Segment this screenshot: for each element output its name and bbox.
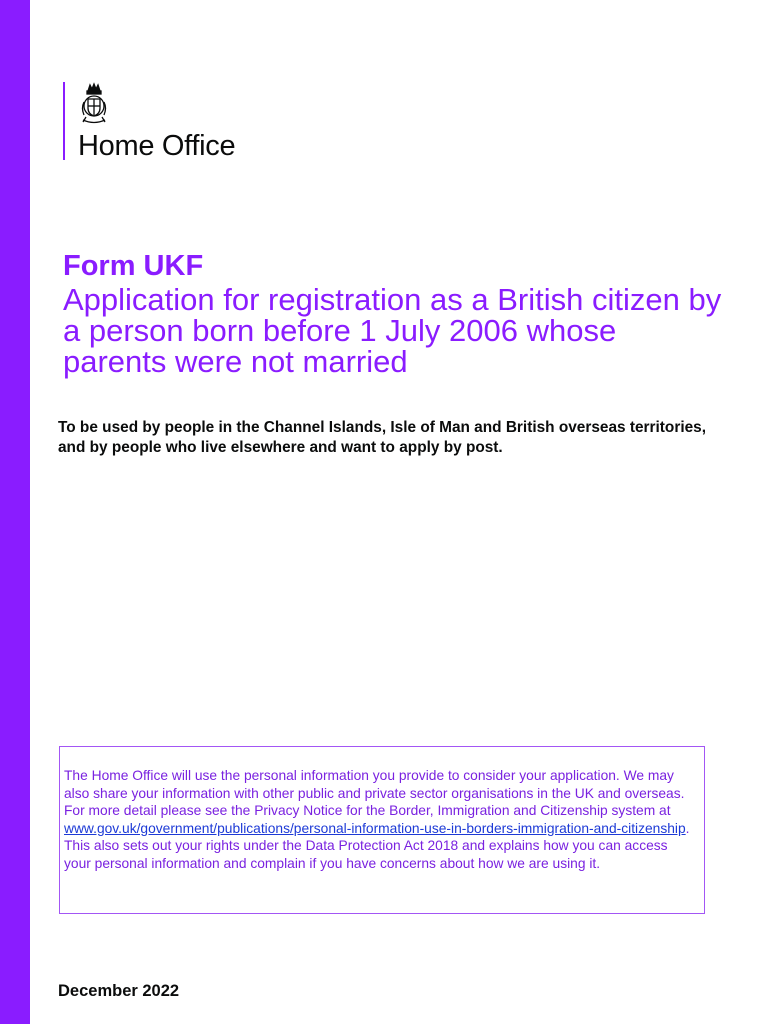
royal-coat-of-arms-icon [77, 82, 111, 130]
publication-date: December 2022 [58, 982, 180, 1000]
side-accent-bar [0, 0, 30, 1024]
privacy-text-after-link: . This also sets out your rights under the Data Protection Act 2018 and explains how you can access your personal information and complain if you have concerns about how we are using it. [64, 820, 690, 871]
form-title: Application for registration as a British citizen by a person born before 1 July 2006 whose parents were not married [63, 282, 722, 379]
privacy-notice-text [64, 767, 696, 872]
privacy-notice-link[interactable]: www.gov.uk/government/publications/personal-information-use-in-borders-immigration-and-citizenship [64, 820, 686, 836]
usage-note: To be used by people in the Channel Islands, Isle of Man and British overseas territories, and by people who live elsewhere and want to apply by post. [58, 419, 706, 456]
logo-rule [63, 82, 65, 160]
privacy-notice-box [59, 746, 705, 914]
form-code: Form UKF [63, 250, 204, 282]
logo-wordmark: Home Office [78, 130, 236, 162]
privacy-text-before-link: The Home Office will use the personal information you provide to consider your application. We may also share your information with other public and private sector organisations in the UK and overseas. For more detail please see the Privacy Notice for the Border, Immigration and Citizenship system at [64, 768, 685, 818]
